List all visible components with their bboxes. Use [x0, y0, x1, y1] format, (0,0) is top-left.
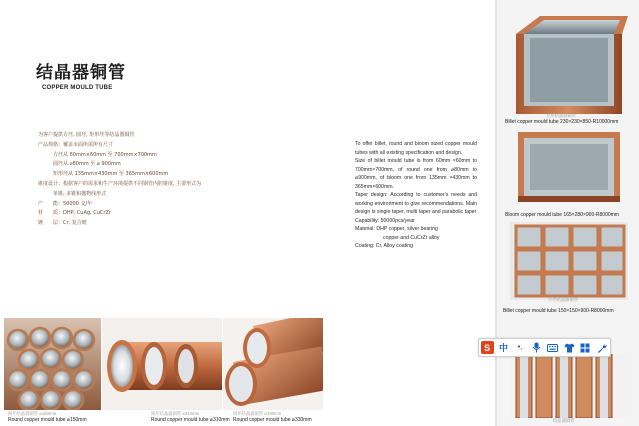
english-spec-block [355, 140, 477, 251]
en-intro: To offer billet, round and bloom sized copper mould tubes with all existing specification and design. [355, 141, 477, 156]
caption-cn: 圆坯结晶器铜管 ⌀310mm [151, 411, 200, 416]
keyboard-icon[interactable] [546, 341, 559, 354]
cn-spec-line: 为客户提供方坯, 圆坯, 矩形坯等结晶器铜管 [38, 132, 135, 138]
cn-spec-line: 产品规格：覆盖市面所需所有尺寸 [38, 141, 114, 148]
cn-spec-line: 材 质：DHP, CuAg, CuCrZr [38, 210, 111, 217]
right-caption-cn-4: 结晶器铜管 [553, 418, 575, 423]
caption-round-150 [8, 410, 87, 424]
en-taper: Taper design: According to customer's needs and working environment to give recommendations. Main design is single taper, multi taper and parabolic taper [355, 192, 477, 215]
caption-en: Round copper mould tube ⌀310mm [151, 417, 230, 423]
caption-cn: 圆坯结晶器铜管 ⌀330mm [233, 411, 282, 416]
right-caption-en-2: Bloom copper mould tube 165×280×900-R8000mm [505, 212, 619, 218]
en-material: Material: DHP copper, silver bearing [355, 226, 438, 232]
title-chinese: 结晶器铜管 [36, 63, 126, 83]
billet-tube-photo-150 [510, 222, 628, 300]
bottom-photo-strip [4, 318, 492, 410]
caption-round-330 [233, 410, 312, 424]
caption-en: Round copper mould tube ⌀330mm [233, 417, 312, 423]
cn-spec-line: 矩形坯从 135mm×430mm 至 365mm×600mm [38, 171, 169, 178]
billet-tube-photo-230 [510, 12, 628, 114]
sogou-logo-icon[interactable]: S [481, 341, 494, 354]
shirt-icon[interactable] [563, 341, 576, 354]
right-caption-en-1: Billet copper mould tube 230×230×850-R10000mm [505, 119, 619, 125]
cn-spec-line: 圆坯从 ⌀80mm 至 ⌀ 900mm [38, 161, 121, 168]
round-tube-photo-310 [102, 318, 222, 410]
en-material-cont: copper and CuCrZr alloy [383, 234, 440, 241]
tubes-photo-bottom [510, 354, 628, 418]
caption-round-310 [151, 410, 230, 424]
en-capability: Capability: 50000pcs/year [355, 217, 415, 224]
tube-bundle-photo [4, 318, 101, 410]
right-caption-cn-3: 方坯结晶器铜管 [548, 297, 579, 302]
ime-mode-toggle[interactable]: 中 [499, 343, 509, 353]
chinese-spec-block [38, 131, 248, 229]
grid-icon[interactable] [579, 341, 592, 354]
right-caption-en-3: Billet copper mould tube 150×150×900-R8000mm [503, 308, 614, 314]
wrench-icon[interactable] [595, 341, 608, 354]
cn-spec-line: 镀 层：Cr, 复合镀 [38, 220, 87, 227]
en-coating: Coating: Cr, Alloy coating [355, 243, 413, 249]
cn-spec-line: 方坯从 60mm×60mm 至 700mm×700mm [38, 151, 157, 158]
mic-icon[interactable] [530, 341, 543, 354]
cn-spec-line: 锥度设计：根据客户的需求和生产环境提供不同钢管内腔锥度, 主要形式为 [38, 180, 202, 187]
cn-spec-line: 产 能：50000 支/年 [38, 200, 93, 207]
bloom-tube-photo-165 [510, 126, 628, 208]
right-caption-cn-1: 方坯结晶器铜管 [546, 113, 577, 118]
cn-spec-line: 单锥, 多锥和抛物线形式 [38, 190, 107, 197]
ime-toolbar[interactable] [478, 338, 611, 357]
round-tube-photo-330 [223, 318, 323, 410]
punctuation-toggle[interactable]: •, [517, 344, 523, 351]
caption-en: Round copper mould tube ⌀150mm [8, 417, 87, 423]
en-size: Size of billet mould tube is from 60mm ×60mm to 700mm×700mm, of round one from ⌀80mm to ⌀900mm, of bloom one from 135mm ×430mm to 365mm×600mm. [355, 158, 477, 190]
title-english: COPPER MOULD TUBE [42, 85, 113, 91]
caption-cn: 圆坯结晶器铜管 ⌀150mm [8, 411, 57, 416]
